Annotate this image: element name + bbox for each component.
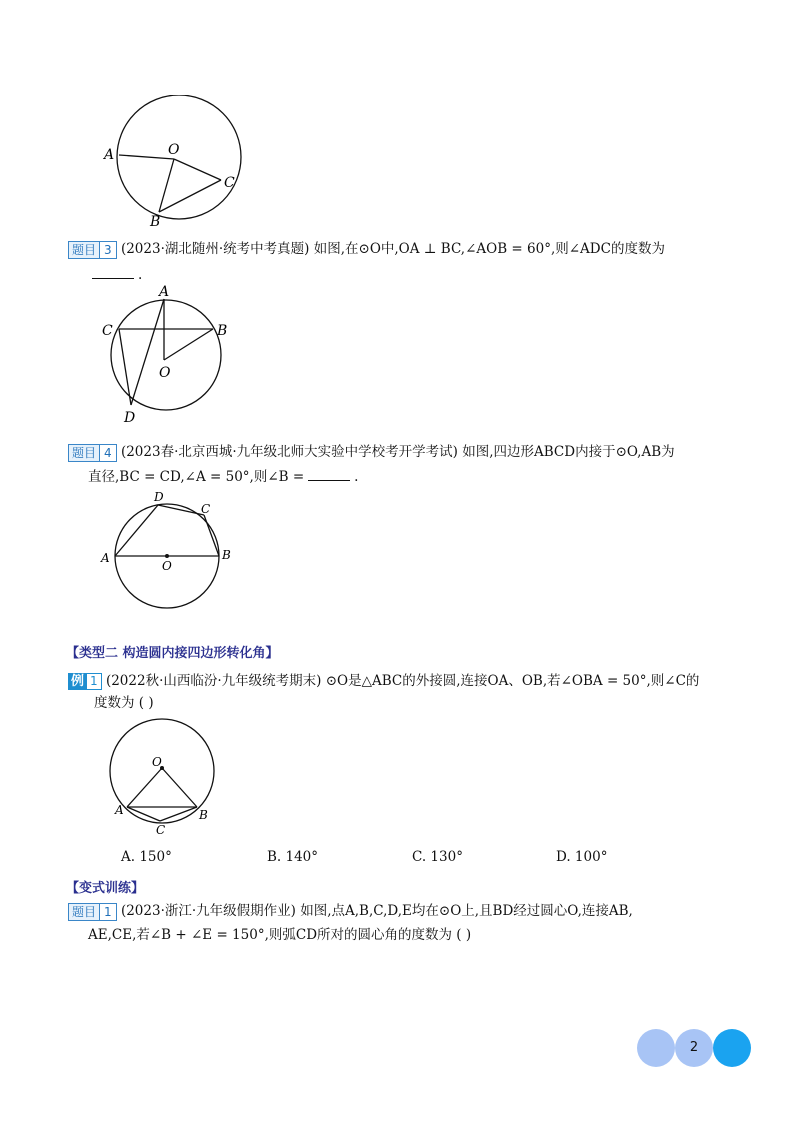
- figure-q3-circle-diagram: [95, 282, 245, 427]
- figure-q4-circle-diagram: [98, 488, 238, 613]
- variant-question-1: [68, 900, 633, 922]
- label-D: D: [154, 490, 164, 504]
- section-title: 【类型二 构造圆内接四边形转化角】: [66, 646, 279, 661]
- question-badge: 题目: [68, 241, 100, 259]
- example-1-line-2: 度数为 ( ): [94, 695, 154, 711]
- label-B: B: [150, 214, 161, 230]
- choice-c[interactable]: C. 130°: [412, 849, 463, 865]
- question-number: 1: [99, 903, 117, 921]
- label-B: B: [222, 548, 231, 562]
- choice-a[interactable]: A. 150°: [121, 849, 172, 865]
- question-badge: 题目: [68, 903, 100, 921]
- page-decor-circle-left: [637, 1029, 675, 1067]
- label-A: A: [159, 284, 170, 300]
- example-text: (2022秋·山西临汾·九年级统考期末) ⊙O是△ABC的外接圆,连接OA、OB,若∠OBA = 50°,则∠C的: [105, 673, 700, 689]
- label-B: B: [199, 808, 208, 822]
- label-O: O: [152, 755, 162, 769]
- page-decor-circle-right: [713, 1029, 751, 1067]
- figure-1-circle-diagram: [95, 95, 255, 230]
- choice-b[interactable]: B. 140°: [267, 849, 319, 865]
- example-badge: 例: [68, 673, 87, 690]
- label-C: C: [201, 502, 211, 516]
- page-number: 2: [675, 1029, 713, 1067]
- choice-d[interactable]: D. 100°: [556, 849, 608, 865]
- question-badge: 题目: [68, 444, 100, 462]
- label-O: O: [159, 365, 171, 381]
- question-number: 3: [99, 241, 117, 259]
- example-number: 1: [86, 673, 102, 690]
- question-3-answer-line: .: [88, 264, 142, 286]
- question-text: (2023·浙江·九年级假期作业) 如图,点A,B,C,D,E均在⊙O上,且BD经过圆心O,连接AB,: [120, 903, 633, 919]
- label-O: O: [162, 559, 172, 573]
- answer-blank[interactable]: [308, 466, 350, 481]
- label-C: C: [156, 823, 166, 837]
- question-4: [68, 441, 675, 463]
- answer-blank[interactable]: [92, 264, 134, 279]
- label-C: C: [224, 175, 235, 191]
- label-C: C: [102, 323, 113, 339]
- variant-title: 【变式训练】: [66, 881, 145, 896]
- label-A: A: [104, 147, 115, 163]
- label-A: A: [101, 551, 110, 565]
- label-B: B: [217, 323, 228, 339]
- label-O: O: [168, 142, 180, 158]
- figure-example-1-circle-diagram: [105, 713, 225, 840]
- variant-question-1-line-2: AE,CE,若∠B + ∠E = 150°,则弧CD所对的圆心角的度数为 ( ): [88, 927, 472, 943]
- label-D: D: [124, 410, 136, 426]
- question-3: [68, 238, 665, 260]
- question-number: 4: [99, 444, 117, 462]
- label-A: A: [115, 803, 124, 817]
- example-1: [68, 670, 699, 692]
- question-text: (2023春·北京西城·九年级北师大实验中学校考开学考试) 如图,四边形ABCD内接于⊙O,AB为: [120, 444, 675, 460]
- question-4-line-2: 直径,BC = CD,∠A = 50°,则∠B = .: [88, 466, 358, 488]
- question-text: (2023·湖北随州·统考中考真题) 如图,在⊙O中,OA ⊥ BC,∠AOB = 60°,则∠ADC的度数为: [120, 241, 665, 257]
